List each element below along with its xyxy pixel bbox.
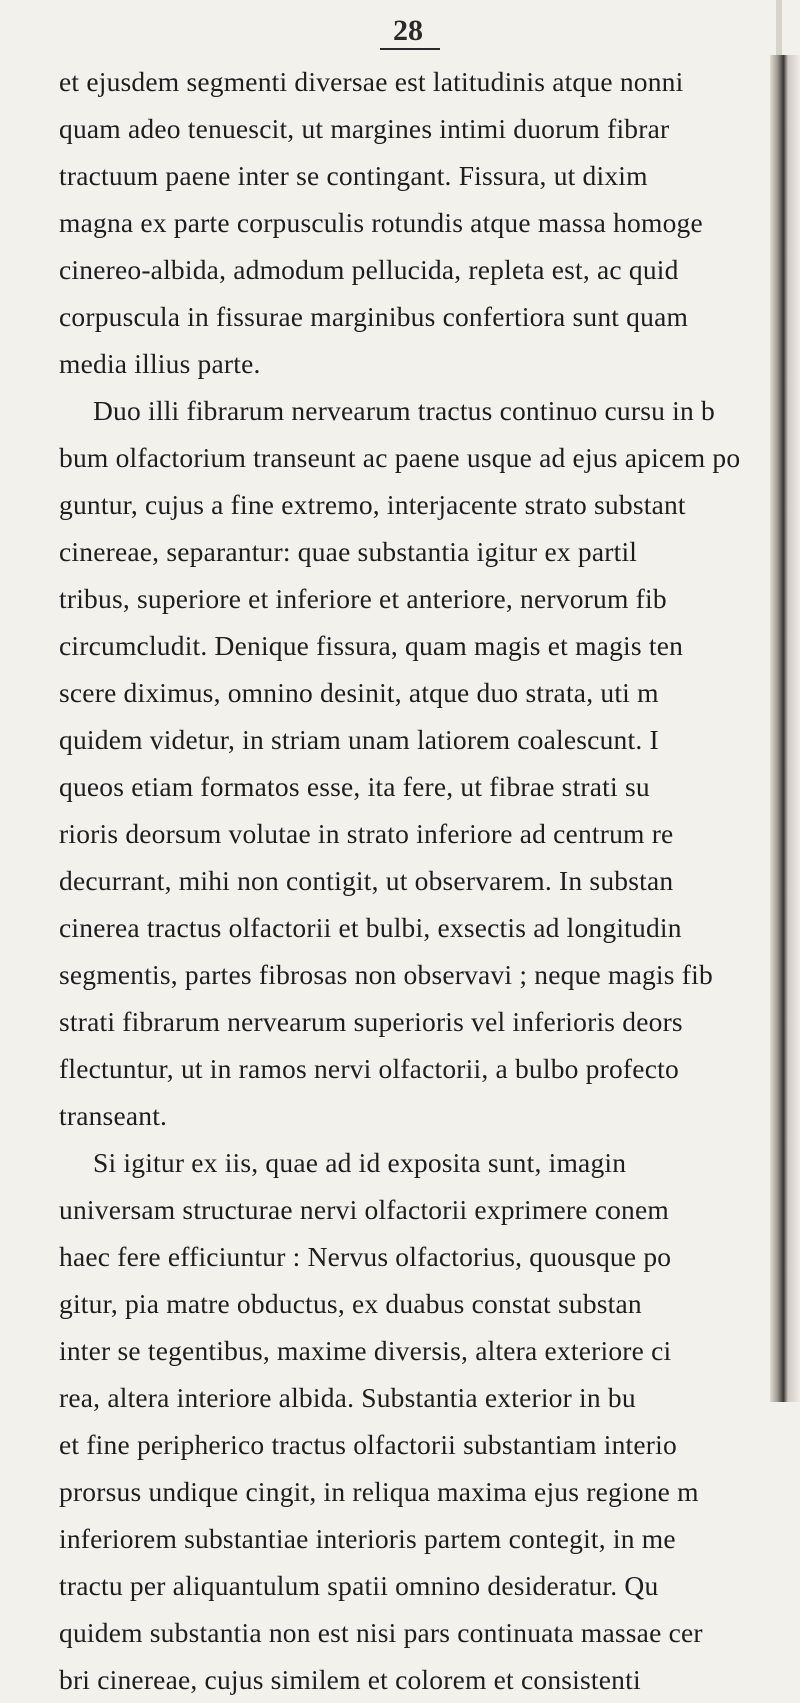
book-gutter (770, 55, 800, 1402)
text-line: bri cinereae, cujus similem et colorem et consistenti (59, 1664, 641, 1695)
text-line: universam structurae nervi olfactorii exprimere conem (59, 1194, 670, 1225)
text-line: Si igitur ex iis, quae ad id exposita sunt, imagin (93, 1147, 627, 1178)
page-number-rule (380, 48, 440, 50)
text-line: media illius parte. (59, 348, 261, 379)
text-line: transeant. (59, 1100, 168, 1131)
text-line: corpuscula in fissurae marginibus confertiora sunt quam (59, 301, 689, 332)
text-line: haec fere efficiuntur : Nervus olfactorius, quousque po (59, 1241, 672, 1272)
text-line: tribus, superiore et inferiore et anteriore, nervorum fib (59, 583, 667, 614)
text-line: queos etiam formatos esse, ita fere, ut fibrae strati su (59, 771, 650, 802)
text-line: flectuntur, ut in ramos nervi olfactorii, a bulbo profecto (59, 1053, 679, 1084)
text-line: cinereo-albida, admodum pellucida, repleta est, ac quid (59, 254, 679, 285)
page-number: 28 (393, 14, 423, 47)
text-line: Duo illi fibrarum nervearum tractus continuo cursu in b (93, 395, 715, 426)
text-line: tractuum paene inter se contingant. Fissura, ut dixim (59, 160, 648, 191)
text-line: circumcludit. Denique fissura, quam magis et magis ten (59, 630, 684, 661)
text-line: rea, altera interiore albida. Substantia exterior in bu (59, 1382, 636, 1413)
text-line: quidem substantia non est nisi pars continuata massae cer (59, 1617, 703, 1648)
text-line: cinereae, separantur: quae substantia igitur ex partil (59, 536, 638, 567)
text-line: magna ex parte corpusculis rotundis atque massa homoge (59, 207, 703, 238)
text-line: quam adeo tenuescit, ut margines intimi duorum fibrar (59, 113, 670, 144)
text-line: et ejusdem segmenti diversae est latitudinis atque nonni (59, 66, 684, 97)
text-line: inferiorem substantiae interioris partem contegit, in me (59, 1523, 676, 1554)
text-line: et fine peripherico tractus olfactorii substantiam interio (59, 1429, 677, 1460)
text-line: inter se tegentibus, maxime diversis, altera exteriore ci (59, 1335, 672, 1366)
text-line: guntur, cujus a fine extremo, interjacente strato substant (59, 489, 686, 520)
text-line: strati fibrarum nervearum superioris vel inferioris deors (59, 1006, 683, 1037)
text-line: rioris deorsum volutae in strato inferiore ad centrum re (59, 818, 674, 849)
text-line: bum olfactorium transeunt ac paene usque ad ejus apicem po (59, 442, 741, 473)
text-line: quidem videtur, in striam unam latiorem coalescunt. I (59, 724, 659, 755)
text-line: tractu per aliquantulum spatii omnino desideratur. Qu (59, 1570, 659, 1601)
text-line: cinerea tractus olfactorii et bulbi, exsectis ad longitudin (59, 912, 682, 943)
text-line: scere diximus, omnino desinit, atque duo strata, uti m (59, 677, 659, 708)
text-line: prorsus undique cingit, in reliqua maxima ejus regione m (59, 1476, 699, 1507)
body-text (59, 58, 769, 1703)
text-line: gitur, pia matre obductus, ex duabus constat substan (59, 1288, 642, 1319)
text-line: decurrant, mihi non contigit, ut observarem. In substan (59, 865, 674, 896)
text-line: segmentis, partes fibrosas non observavi ; neque magis fib (59, 959, 713, 990)
